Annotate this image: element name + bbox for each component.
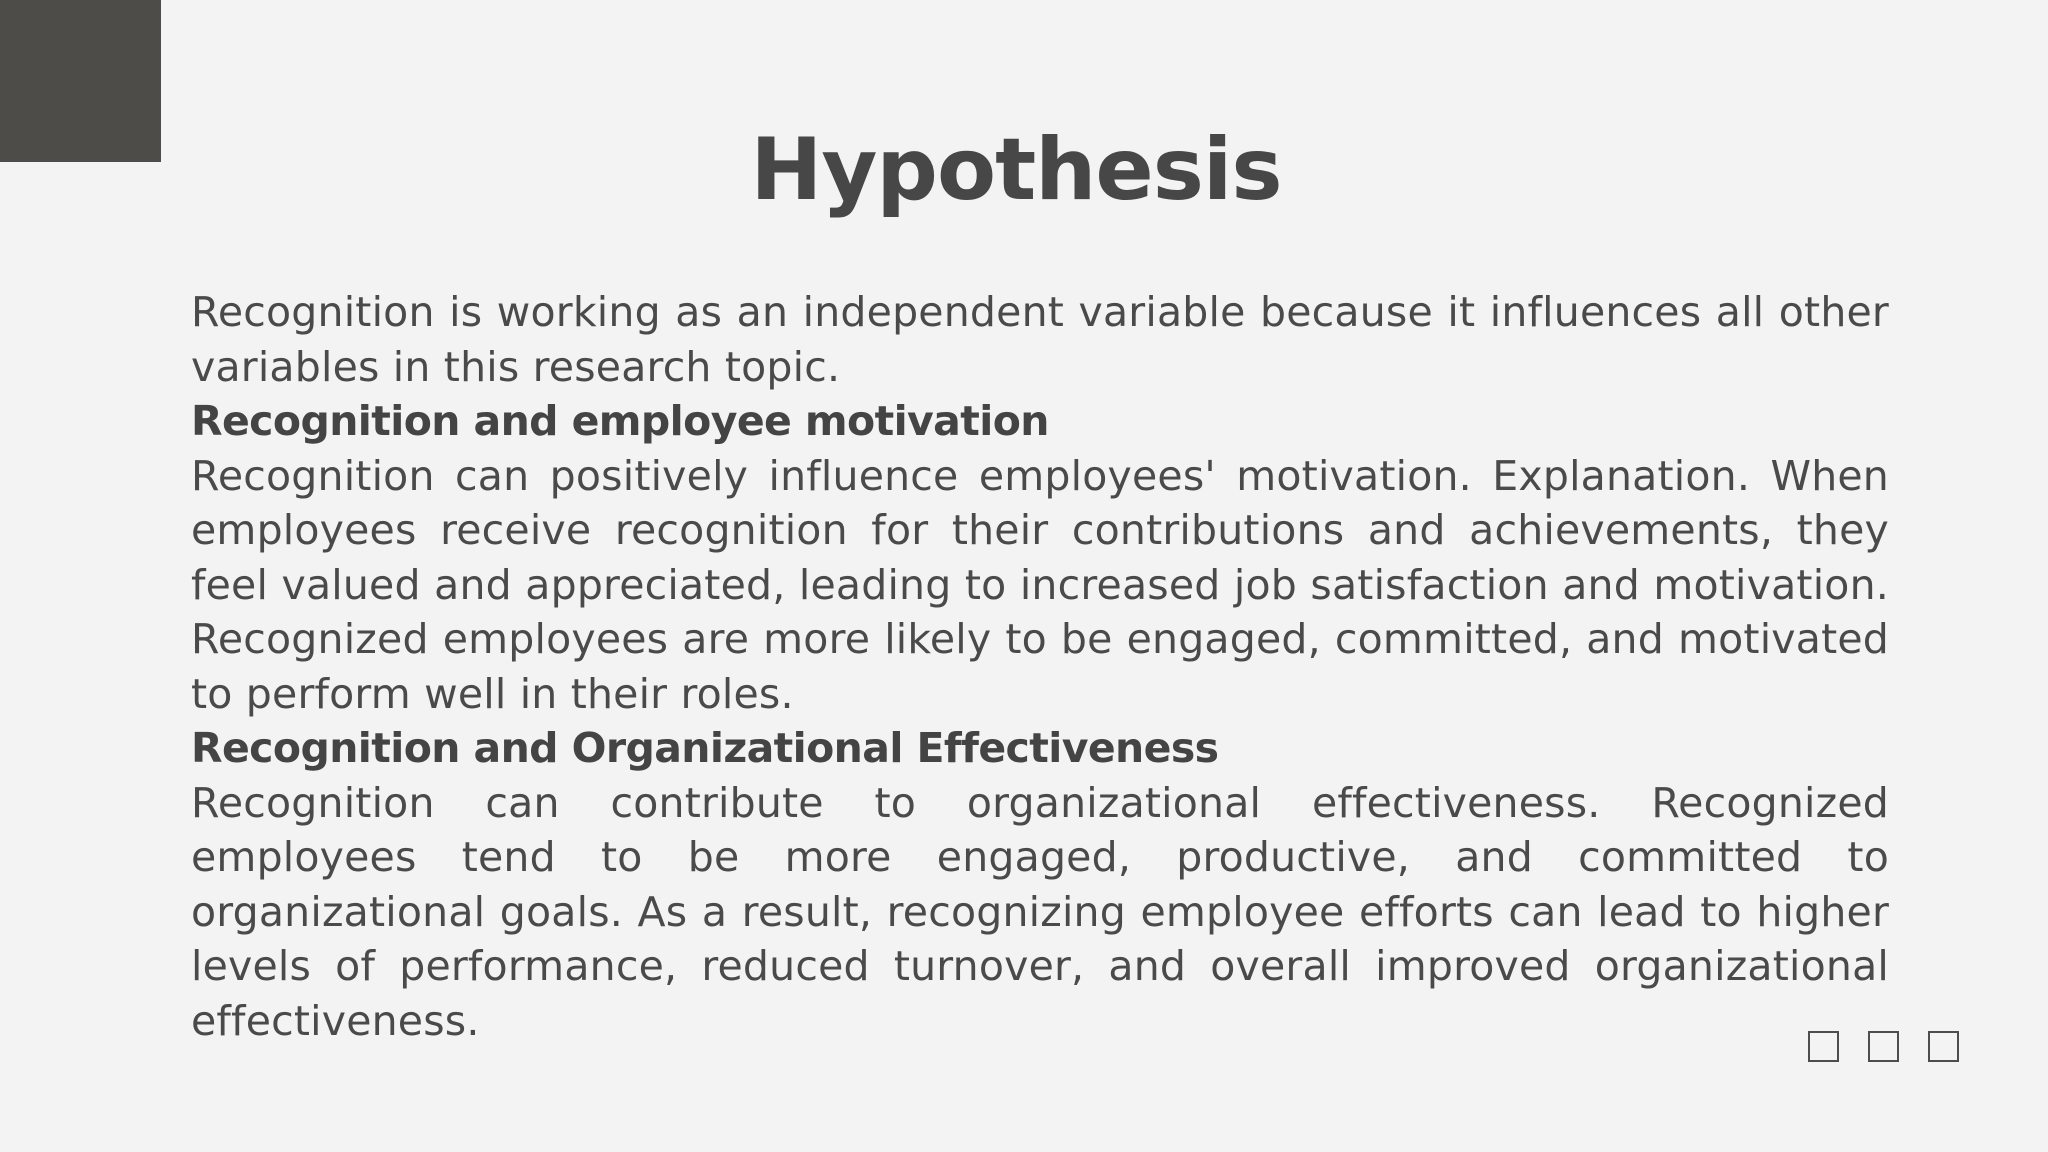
- section-text-motivation: Recognition can positively influence employees' motivation. Explanation. When employees receive recognition for their contributions and achievements, they feel valued and appreciated, leading to increased job satisfaction and motivation. Recognized employees are more likely to be engaged, committed, and motivated to perform well in their roles.: [191, 451, 1889, 718]
- square-icon: [1868, 1031, 1899, 1062]
- section-heading-motivation: Recognition and employee motivation: [191, 397, 1049, 445]
- intro-paragraph: Recognition is working as an independent variable because it influences all other variables in this research topic.: [191, 288, 1889, 391]
- section-text-effectiveness: Recognition can contribute to organizational effectiveness. Recognized employees tend to be more engaged, productive, and committed to organizational goals. As a result, recognizing employee efforts can lead to higher levels of performance, reduced turnover, and overall improved organizational effectiveness.: [191, 778, 1889, 1045]
- section-heading-effectiveness: Recognition and Organizational Effectiveness: [191, 724, 1219, 772]
- footer-squares-decoration: [1808, 1031, 1959, 1062]
- square-icon: [1928, 1031, 1959, 1062]
- square-icon: [1808, 1031, 1839, 1062]
- slide-title: Hypothesis: [750, 120, 1282, 220]
- slide-body: [191, 285, 1889, 1048]
